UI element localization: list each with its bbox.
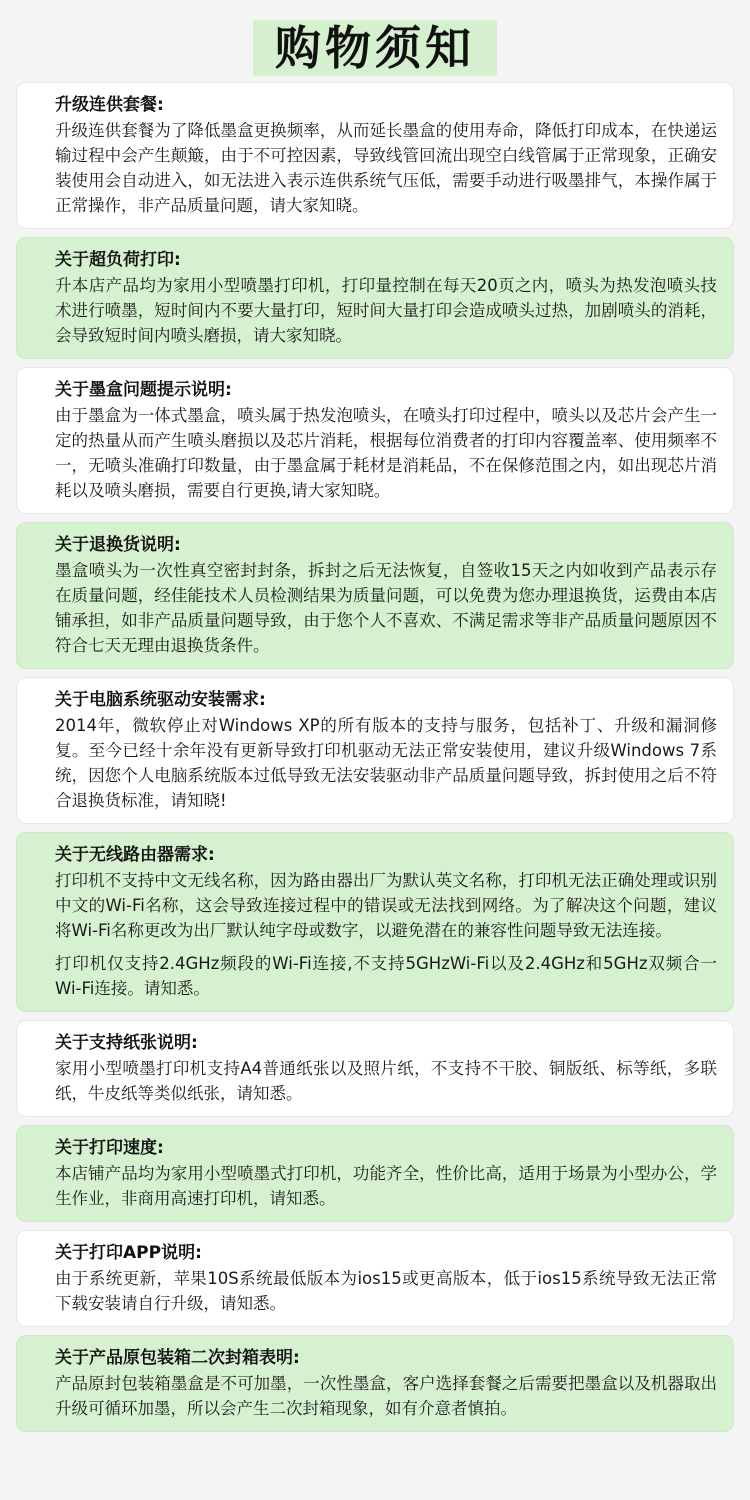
section-heading: 关于退换货说明: <box>55 535 181 555</box>
section-text: 打印机不支持中文无线名称，因为路由器出厂为默认英文名称，打印机无法正确处理或识别中文的Wi-Fi名称，这会导致连接过程中的错误或无法找到网络。为了解决这个问题，建议将Wi-Fi名称更改为出厂默认纯字母或数字，以避免潜在的兼容性问题导致无法连接。 <box>55 871 717 940</box>
section-card <box>16 82 734 229</box>
section-text: 升级连供套餐为了降低墨盒更换频率，从而延长墨盒的使用寿命，降低打印成本，在快递运输过程中会产生颠簸，由于不可控因素，导致线管回流出现空白线管属于正常现象，正确安装使用会自动进入，如无法进入表示连供系统气压低，需要手动进行吸墨排气，本操作属于正常操作，非产品质量问题，请大家知晓。 <box>55 121 717 215</box>
section-card <box>16 1335 734 1432</box>
section-card <box>16 1020 734 1117</box>
section-text: 由于系统更新，苹果10S系统最低版本为ios15或更高版本，低于ios15系统导致无法正常下载安装请自行升级，请知悉。 <box>55 1269 717 1313</box>
section-text: 本店铺产品均为家用小型喷墨式打印机，功能齐全，性价比高，适用于场景为小型办公，学生作业，非商用高速打印机，请知悉。 <box>55 1164 717 1208</box>
title-wrap <box>0 20 750 76</box>
section-heading: 升级连供套餐: <box>55 95 164 115</box>
section-text: 家用小型喷墨打印机支持A4普通纸张以及照片纸，不支持不干胶、铜版纸、标等纸，多联纸，牛皮纸等类似纸张，请知悉。 <box>55 1059 717 1103</box>
section-card <box>16 832 734 1012</box>
section-card <box>16 677 734 824</box>
section-heading: 关于产品原包装箱二次封箱表明: <box>55 1348 300 1368</box>
section-text: 2014年，微软停止对Windows XP的所有版本的支持与服务，包括补丁、升级和漏洞修复。至今已经十余年没有更新导致打印机驱动无法正常安装使用，建议升级Windows 7系统，因您个人电脑系统版本过低导致无法安装驱动非产品质量问题导致，拆封使用之后不符合退换货标准，请知晓! <box>55 716 717 810</box>
section-text: 墨盒喷头为一次性真空密封封条，拆封之后无法恢复，自签收15天之内如收到产品表示存在质量问题，经佳能技术人员检测结果为质量问题，可以免费为您办理退换货，运费由本店铺承担，如非产品质量问题导致，由于您个人不喜欢、不满足需求等非产品质量问题原因不符合七天无理由退换货条件。 <box>55 561 717 655</box>
section-heading: 关于打印APP说明: <box>55 1243 202 1263</box>
section-card <box>16 1230 734 1327</box>
section-text: 由于墨盒为一体式墨盒，喷头属于热发泡喷头，在喷头打印过程中，喷头以及芯片会产生一定的热量从而产生喷头磨损以及芯片消耗，根据每位消费者的打印内容覆盖率、使用频率不一，无喷头准确打印数量，由于墨盒属于耗材是消耗品，不在保修范围之内，如出现芯片消耗以及喷头磨损，需要自行更换,请大家知晓。 <box>55 406 717 500</box>
section-card <box>16 237 734 359</box>
section-text: 升本店产品均为家用小型喷墨打印机，打印量控制在每天20页之内，喷头为热发泡喷头技术进行喷墨，短时间内不要大量打印，短时间大量打印会造成喷头过热，加剧喷头的消耗，会导致短时间内喷头磨损，请大家知晓。 <box>55 276 717 345</box>
section-heading: 关于无线路由器需求: <box>55 845 215 865</box>
section-heading: 关于打印速度: <box>55 1138 164 1158</box>
page-title: 购物须知 <box>253 20 497 76</box>
section-card <box>16 1125 734 1222</box>
section-heading: 关于墨盒问题提示说明: <box>55 380 232 400</box>
section-card <box>16 522 734 669</box>
section-heading: 关于支持纸张说明: <box>55 1033 198 1053</box>
section-text: 打印机仅支持2.4GHz频段的Wi-Fi连接,不支持5GHzWi-Fi以及2.4GHz和5GHz双频合一Wi-Fi连接。请知悉。 <box>55 954 717 998</box>
section-heading: 关于电脑系统驱动安装需求: <box>55 690 266 710</box>
section-heading: 关于超负荷打印: <box>55 250 181 270</box>
section-text: 产品原封包装箱墨盒是不可加墨，一次性墨盒，客户选择套餐之后需要把墨盒以及机器取出升级可循环加墨，所以会产生二次封箱现象，如有介意者慎拍。 <box>55 1374 717 1418</box>
section-card <box>16 367 734 514</box>
